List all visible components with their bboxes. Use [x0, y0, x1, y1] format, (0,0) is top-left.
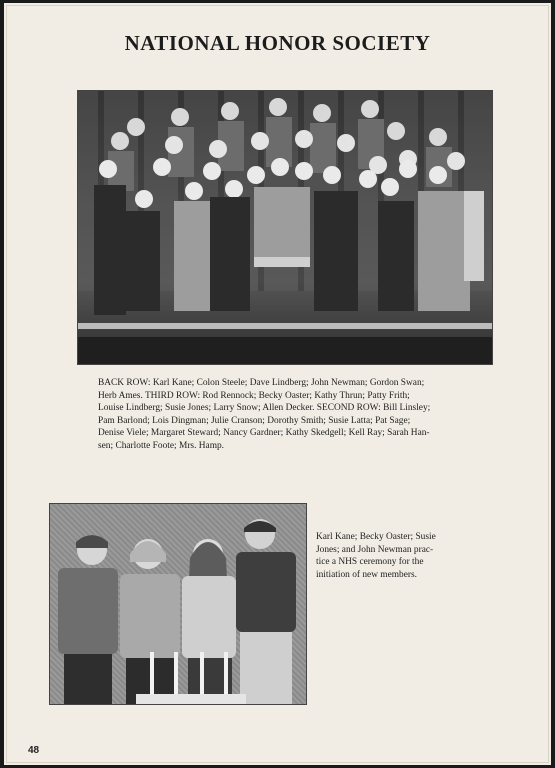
ceremony-photo-icon — [50, 504, 306, 704]
caption-line: tice a NHS ceremony for the — [316, 557, 424, 568]
group-photo — [77, 90, 493, 365]
caption-line: Jones; and John Newman prac- — [316, 544, 434, 555]
caption-line: Herb Ames. THIRD ROW: Rod Rennock; Becky Oaster; Kathy Thrun; Patty Frith; — [98, 390, 410, 401]
group-photo-icon — [78, 91, 492, 364]
caption-line: BACK ROW: Karl Kane; Colon Steele; Dave Lindberg; John Newman; Gordon Swan; — [98, 378, 425, 388]
caption-line: sen; Charlotte Foote; Mrs. Hamp. — [98, 440, 225, 451]
ceremony-photo — [49, 503, 307, 705]
group-photo-caption — [98, 377, 478, 453]
yearbook-page — [4, 3, 551, 765]
ceremony-photo-caption — [316, 531, 452, 581]
caption-line: Pam Barlond; Lois Dingman; Julie Cranson; Dorothy Smith; Susie Latta; Pat Sage; — [98, 415, 411, 426]
page-title: NATIONAL HONOR SOCIETY — [124, 31, 431, 55]
caption-line: Denise Viele; Margaret Steward; Nancy Gardner; Kathy Skedgell; Kell Ray; Sarah Han- — [98, 428, 430, 439]
caption-line: Louise Lindberg; Susie Jones; Larry Snow; Allen Decker. SECOND ROW: Bill Linsley; — [98, 403, 431, 414]
caption-line: initiation of new members. — [316, 569, 418, 580]
page-number: 48 — [28, 745, 40, 756]
caption-line: Karl Kane; Becky Oaster; Susie — [316, 532, 436, 542]
